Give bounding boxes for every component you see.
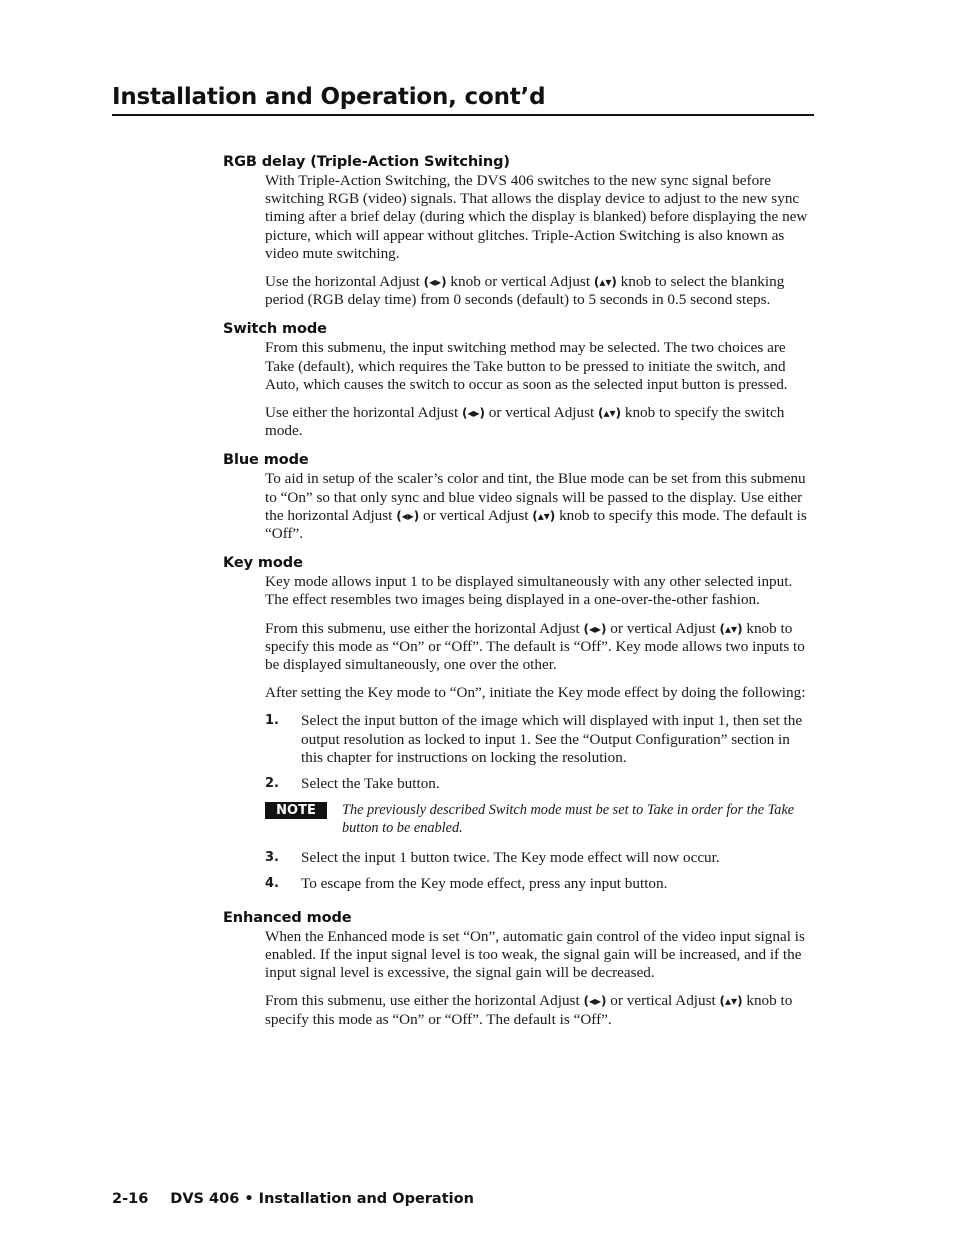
page-content (223, 152, 815, 1029)
vertical-adjust-icon: (▴▾) (719, 621, 743, 636)
key-mode-steps (265, 712, 815, 793)
header-rule (112, 114, 814, 116)
list-item (265, 775, 815, 793)
section-heading: Switch mode (223, 321, 327, 338)
section-rgb-delay (223, 152, 815, 309)
page-footer (112, 1191, 474, 1207)
paragraph: To aid in setup of the scaler’s color and tint, the Blue mode can be set from this submenu to “On” so that only sync and blue video signals will be passed to the display. Use either the horizontal Adjust (◂▸) or vertical Adjust (▴▾) knob to specify this mode. The default is “Off”. (265, 470, 807, 543)
vertical-adjust-icon: (▴▾) (719, 994, 743, 1009)
step-number: 2. (265, 776, 279, 792)
paragraph: Use the horizontal Adjust (◂▸) knob or vertical Adjust (▴▾) knob to select the blanking period (RGB delay time) from 0 seconds (default) to 5 seconds in 0.5 second steps. (265, 273, 785, 309)
horizontal-adjust-icon: (◂▸) (423, 275, 447, 290)
vertical-adjust-icon: (▴▾) (598, 406, 622, 421)
paragraph: From this submenu, use either the horizontal Adjust (◂▸) or vertical Adjust (▴▾) knob to specify this mode as “On” or “Off”. The default is “Off”. (265, 992, 793, 1028)
key-mode-steps-continued (265, 849, 815, 893)
horizontal-adjust-icon: (◂▸) (461, 406, 485, 421)
vertical-adjust-icon: (▴▾) (532, 508, 556, 523)
step-number: 3. (265, 850, 279, 866)
section-enhanced-mode (223, 908, 815, 1029)
note-callout (265, 801, 815, 837)
page-number: 2-16 (112, 1191, 149, 1207)
section-heading: Key mode (223, 555, 303, 572)
horizontal-adjust-icon: (◂▸) (583, 994, 607, 1009)
step-text: Select the Take button. (301, 775, 440, 793)
section-heading: Blue mode (223, 452, 309, 469)
horizontal-adjust-icon: (◂▸) (583, 621, 607, 636)
note-text: The previously described Switch mode must be set to Take in order for the Take button to be enabled. (342, 802, 795, 837)
section-switch-mode (223, 319, 815, 440)
section-heading: RGB delay (Triple-Action Switching) (223, 154, 510, 170)
paragraph: After setting the Key mode to “On”, initiate the Key mode effect by doing the following: (265, 684, 806, 702)
paragraph: Use either the horizontal Adjust (◂▸) or vertical Adjust (▴▾) knob to specify the switch mode. (265, 404, 785, 440)
step-number: 4. (265, 876, 279, 892)
list-item (265, 849, 815, 867)
step-text: Select the input 1 button twice. The Key mode effect will now occur. (301, 849, 720, 867)
section-heading: Enhanced mode (223, 909, 352, 926)
step-text: Select the input button of the image which will displayed with input 1, then set the output resolution as locked to input 1. See the “Output Configuration” section in this chapter for instructions on locking the resolution. (301, 712, 803, 766)
list-item (265, 875, 815, 893)
page-header-title: Installation and Operation, cont’d (112, 84, 546, 110)
section-key-mode (223, 553, 815, 893)
step-text: To escape from the Key mode effect, press any input button. (301, 875, 668, 893)
footer-title: DVS 406 • Installation and Operation (170, 1191, 474, 1207)
section-blue-mode (223, 450, 815, 543)
paragraph: From this submenu, the input switching method may be selected. The two choices are Take (default), which requires the Take button to be pressed to initiate the switch, and Auto, which causes the switch to occur as soon as the selected input button is pressed. (265, 339, 788, 393)
note-badge: NOTE (265, 802, 327, 819)
paragraph: With Triple-Action Switching, the DVS 406 switches to the new sync signal before switching RGB (video) signals. That allows the display device to adjust to the new sync timing after a brief delay (during which the display is blanked) before displaying the new picture, which will appear without glitches. Triple-Action Switching is also known as video mute switching. (265, 172, 808, 262)
paragraph: Key mode allows input 1 to be displayed simultaneously with any other selected input. The effect resembles two images being displayed in a one-over-the-other fashion. (265, 573, 793, 609)
list-item (265, 712, 815, 767)
paragraph: From this submenu, use either the horizontal Adjust (◂▸) or vertical Adjust (▴▾) knob to specify this mode as “On” or “Off”. The default is “Off”. Key mode allows two inputs to be displayed simultaneously, one over the other. (265, 619, 805, 674)
paragraph: When the Enhanced mode is set “On”, automatic gain control of the video input signal is enabled. If the input signal level is too weak, the signal gain will be increased, and if the input signal level is excessive, the signal gain will be decreased. (265, 927, 805, 982)
vertical-adjust-icon: (▴▾) (593, 275, 617, 290)
horizontal-adjust-icon: (◂▸) (396, 508, 420, 523)
step-number: 1. (265, 713, 279, 729)
